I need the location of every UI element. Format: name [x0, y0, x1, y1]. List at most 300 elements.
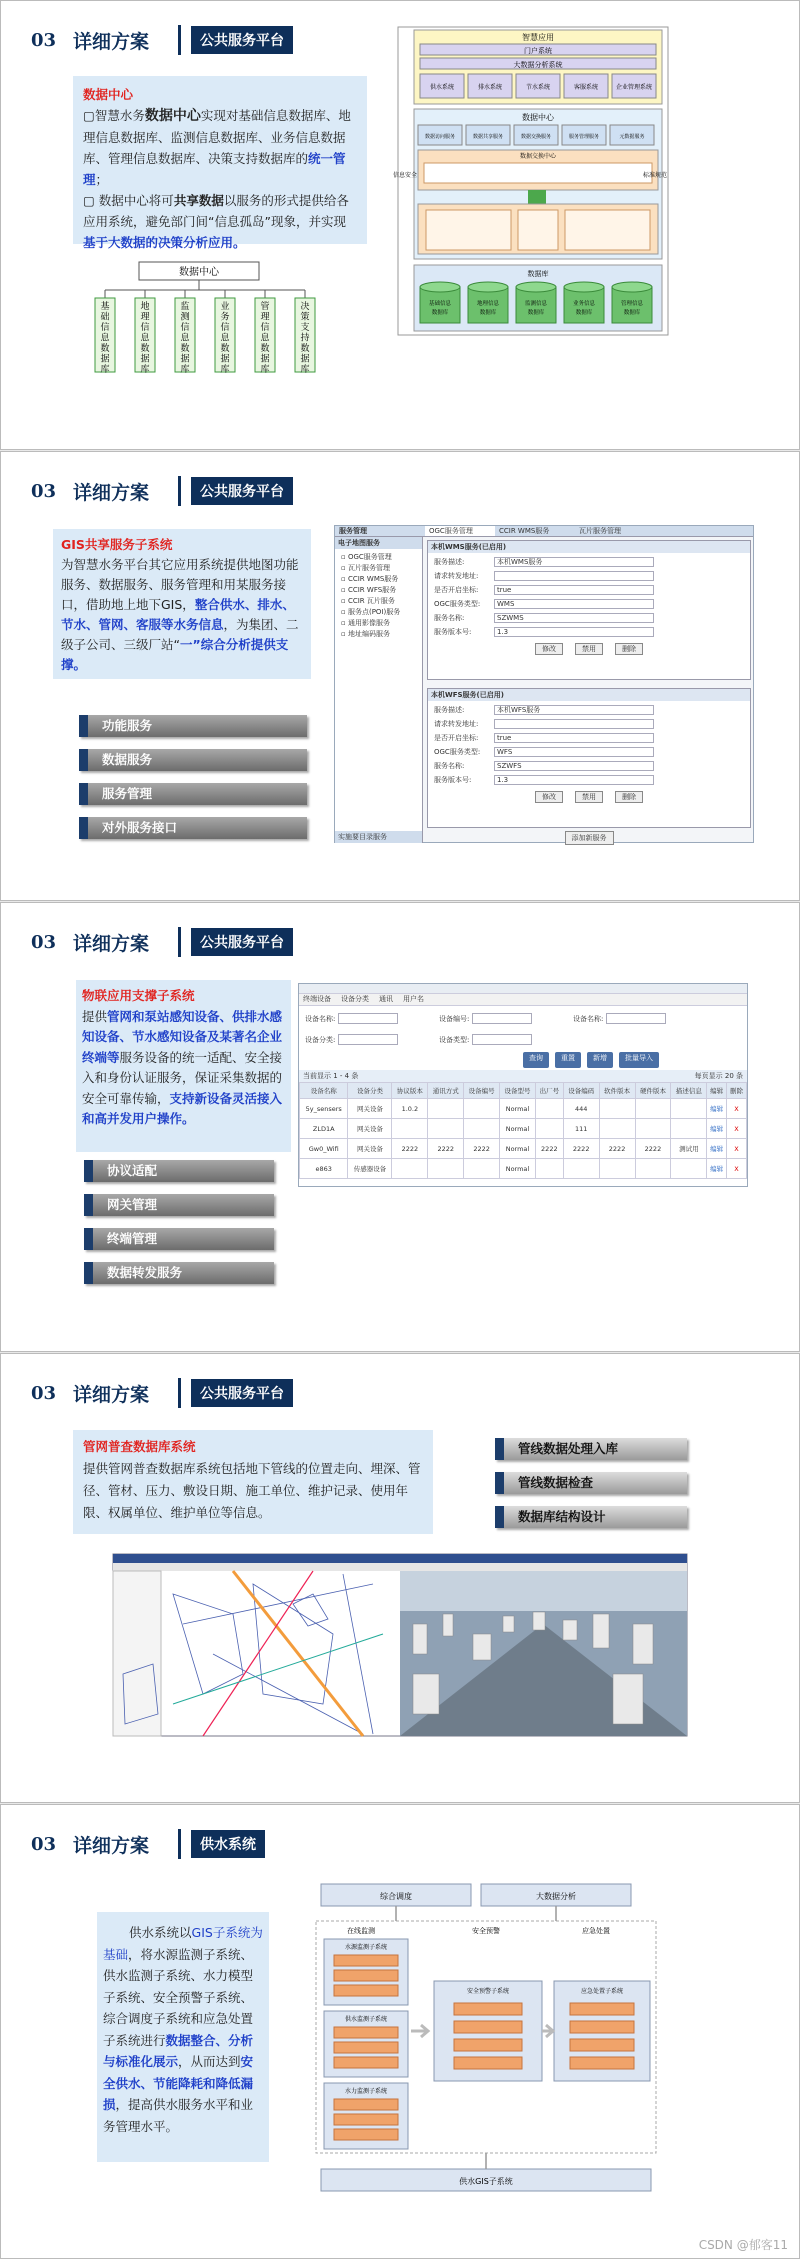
slide-header — [31, 927, 293, 957]
arch-left: 信息安全 — [392, 172, 418, 179]
field-input[interactable]: 本机WMS服务 — [494, 557, 654, 567]
iot-menu-item[interactable]: 终端设备 — [303, 995, 331, 1003]
section-title: 详细方案 — [73, 932, 150, 955]
text-d: 一”综合分析提供支撑。 — [61, 637, 289, 672]
field-label: 服务版本号: — [434, 776, 472, 784]
tab-tile[interactable]: 瓦片服务管理 — [579, 527, 621, 535]
column-header: 描述信息 — [671, 1083, 707, 1099]
table-cell: Gw0_Wifi — [300, 1139, 348, 1159]
arch-db: 管理信息 — [620, 301, 644, 307]
field-input[interactable]: SZWFS — [494, 761, 654, 771]
arch-app: 客服系统 — [573, 84, 599, 91]
side-menu-item[interactable]: ▫ 地址编码服务 — [341, 630, 390, 638]
tree-leaf-char: 策 — [300, 312, 310, 323]
side-menu-item[interactable]: ▫ OGC服务管理 — [341, 553, 392, 561]
box-title: 物联应用支撑子系统 — [82, 988, 195, 1003]
section-tag: 公共服务平台 — [191, 1379, 293, 1407]
tree-leaf-char: 理 — [260, 312, 270, 323]
table-cell — [392, 1159, 428, 1179]
tree-leaf-char: 库 — [300, 365, 310, 375]
btn-external-api[interactable]: 对外服务接口 — [79, 817, 307, 839]
iot-action-button[interactable]: 查询 — [523, 1052, 549, 1068]
arch-svc: 元数据服务 — [619, 134, 645, 140]
field-input[interactable]: true — [494, 585, 654, 595]
panel-button[interactable]: 禁用 — [575, 791, 603, 803]
tree-leaf-char: 息 — [180, 333, 190, 344]
table-cell — [535, 1159, 563, 1179]
tree-leaf-char: 理 — [140, 312, 150, 323]
table-cell: 网关设备 — [348, 1099, 392, 1119]
filter-input[interactable] — [338, 1013, 398, 1024]
field-label: 是否开启坐标: — [434, 586, 479, 594]
column-header: 设备型号 — [500, 1083, 536, 1099]
table-cell — [392, 1119, 428, 1139]
table-row — [300, 1159, 747, 1179]
field-label: 是否开启坐标: — [434, 734, 479, 742]
p2-b: 共享数据 — [173, 193, 224, 208]
arch-app: 节水系统 — [525, 84, 551, 91]
table-cell[interactable]: 编辑 — [707, 1139, 727, 1159]
table-cell: 网关设备 — [348, 1119, 392, 1139]
filter-input[interactable] — [338, 1034, 398, 1045]
tree-leaf-char: 数 — [140, 344, 150, 354]
field-label: 请求转发地址: — [434, 720, 479, 728]
diag-col3: 应急处置 — [582, 1927, 610, 1935]
table-cell — [599, 1119, 635, 1139]
tree-leaf-char: 据 — [180, 354, 190, 365]
add-service-button[interactable]: 添加新服务 — [565, 831, 614, 845]
table-cell — [464, 1119, 500, 1139]
arch-bigdata: 大数据分析系统 — [513, 61, 563, 69]
table-cell: ZLD1A — [300, 1119, 348, 1139]
table-cell: 网关设备 — [348, 1139, 392, 1159]
section-tag: 供水系统 — [191, 1830, 265, 1858]
tree-leaf-char: 据 — [100, 354, 110, 365]
btn-forward[interactable]: 数据转发服务 — [84, 1262, 274, 1284]
table-cell — [464, 1159, 500, 1179]
table-cell: 2222 — [392, 1139, 428, 1159]
arch-app: 排水系统 — [477, 84, 503, 91]
slide-header — [31, 25, 293, 55]
iot-action-button[interactable]: 批量导入 — [619, 1052, 659, 1068]
field-label: 服务名称: — [434, 762, 465, 770]
box-title: 数据中心 — [83, 87, 134, 102]
p1-c: 实现对基础信息数据库、地理信息数据库、监测信息数据库、业务信息数据库、管理信息数据库、决策支持数据库的 — [83, 108, 351, 166]
iot-ui-screenshot — [298, 983, 748, 1187]
text-e: ，从而达到 — [178, 2054, 241, 2069]
column-header: 设备分类 — [348, 1083, 392, 1099]
section-number: 03 — [31, 29, 57, 51]
btn-function-service[interactable]: 功能服务 — [79, 715, 307, 737]
table-cell — [635, 1099, 671, 1119]
table-cell: 2222 — [464, 1139, 500, 1159]
table-cell: 444 — [563, 1099, 599, 1119]
pipe-desc — [73, 1430, 433, 1534]
column-header: 硬件版本 — [635, 1083, 671, 1099]
text-a: 供水系统以 — [129, 1925, 192, 1940]
panel-button[interactable]: 禁用 — [575, 643, 603, 655]
table-cell[interactable]: 编辑 — [707, 1119, 727, 1139]
field-label: 请求转发地址: — [434, 572, 479, 580]
table-cell — [535, 1119, 563, 1139]
arch-db-title: 数据库 — [527, 270, 549, 278]
table-cell — [599, 1099, 635, 1119]
table-cell: 测试用 — [671, 1139, 707, 1159]
tree-leaf-char: 数 — [220, 344, 230, 354]
table-cell[interactable]: 编辑 — [707, 1099, 727, 1119]
watermark: CSDN @郁客11 — [698, 2238, 788, 2252]
table-row — [300, 1139, 747, 1159]
field-input[interactable]: WFS — [494, 747, 654, 757]
form-row — [434, 555, 744, 569]
panel-button[interactable]: 删除 — [615, 791, 643, 803]
tree-leaf-char: 息 — [140, 333, 150, 344]
panel-button[interactable]: 修改 — [535, 643, 563, 655]
filter-label: 设备类型: — [439, 1035, 470, 1044]
tree-leaf-char: 息 — [100, 333, 110, 344]
gis-side — [335, 537, 423, 843]
field-input[interactable]: WMS — [494, 599, 654, 609]
tree-leaf-char: 库 — [220, 365, 230, 375]
table-cell: Normal — [500, 1139, 536, 1159]
tree-leaf-char: 业 — [220, 302, 230, 312]
field-label: 服务描述: — [434, 558, 465, 566]
table-cell — [599, 1159, 635, 1179]
filter-input[interactable] — [472, 1013, 532, 1024]
table-cell: 111 — [563, 1119, 599, 1139]
pipe-map-screenshot — [113, 1554, 687, 1736]
tree-leaf-char: 务 — [220, 312, 230, 323]
slide-iot — [0, 902, 800, 1352]
gis-panels — [427, 540, 751, 840]
slide-pipe-db — [0, 1353, 800, 1803]
header-divider — [178, 927, 181, 957]
iot-action-button[interactable]: 重置 — [555, 1052, 581, 1068]
tree-leaf-char: 库 — [180, 365, 190, 375]
diag-col1: 在线监测 — [347, 1927, 375, 1935]
data-center-desc — [73, 76, 367, 250]
side-head: 电子地图服务 — [335, 537, 422, 549]
slide-header — [31, 1829, 265, 1859]
table-cell — [635, 1159, 671, 1179]
panel-button[interactable]: 修改 — [535, 791, 563, 803]
table-cell — [535, 1099, 563, 1119]
iot-filter — [305, 1031, 425, 1048]
column-header: 删除 — [727, 1083, 747, 1099]
arch-svc: 服务管理服务 — [568, 134, 600, 140]
tree-leaf-char: 管 — [260, 302, 270, 312]
side-menu-item[interactable]: ▫ 通用影像服务 — [341, 619, 390, 627]
form-row — [434, 745, 744, 759]
tree-root: 数据中心 — [179, 267, 219, 278]
side-foot: 实施要目录服务 — [335, 831, 422, 843]
table-row — [300, 1119, 747, 1139]
iot-menu-item[interactable]: 设备分类 — [341, 995, 369, 1003]
table-cell — [428, 1119, 464, 1139]
p1-b: 数据中心 — [144, 108, 201, 124]
text-g: ，提高供水服务水平和业务管理水平。 — [103, 2097, 254, 2134]
diag-top1: 综合调度 — [380, 1892, 412, 1901]
btn-pipe-check[interactable]: 管线数据检查 — [495, 1472, 687, 1494]
diag-right: 应急处置子系统 — [580, 1988, 624, 1995]
table-cell: 2222 — [563, 1139, 599, 1159]
panel-wfs-title: 本机WFS服务(已启用) — [428, 689, 750, 701]
p1-a: 智慧水务 — [94, 108, 145, 123]
text-c: ，将水源监测子系统、供水监测子系统、水力模型子系统、安全预警子系统、综合调度子系统和应急处置子系统进行 — [103, 1946, 254, 2048]
tree-leaf-char: 决 — [300, 302, 310, 312]
tree-leaf-char: 信 — [260, 323, 270, 333]
tree-leaf-char: 数 — [300, 344, 310, 354]
form-row — [434, 717, 744, 731]
section-title: 详细方案 — [73, 481, 150, 504]
tree-leaf-char: 数 — [180, 344, 190, 354]
gis-desc — [53, 529, 311, 679]
iot-menu-item[interactable]: 通讯 — [379, 995, 393, 1003]
table-cell: Normal — [500, 1099, 536, 1119]
gis-tabs — [335, 526, 753, 537]
field-label: 服务版本号: — [434, 628, 472, 636]
section-number: 03 — [31, 931, 57, 953]
section-number: 03 — [31, 480, 57, 502]
form-row — [434, 625, 744, 639]
field-label: OGC服务类型: — [434, 748, 481, 756]
btn-data-service[interactable]: 数据服务 — [79, 749, 307, 771]
diag-col2: 安全预警 — [472, 1927, 500, 1935]
table-cell[interactable]: X — [727, 1099, 747, 1119]
field-label: OGC服务类型: — [434, 600, 481, 608]
table-cell: 2222 — [599, 1139, 635, 1159]
pipe-text: 提供管网普查数据库系统包括地下管线的位置走向、埋深、管径、管材、压力、敷设日期、施工单位、维护记录、使用年限、权属单位、维护单位等信息。 — [83, 1461, 421, 1520]
btn-terminal[interactable]: 终端管理 — [84, 1228, 274, 1250]
tree-leaf-char: 地 — [140, 302, 150, 312]
filter-label: 设备名称: — [573, 1014, 604, 1023]
para-1: ▢智慧水务数据中心实现对基础信息数据库、地理信息数据库、监测信息数据库、业务信息数据库、管理信息数据库、决策支持数据库的统一管理； — [83, 108, 351, 187]
tree-leaf-char: 基 — [100, 302, 110, 312]
table-cell: Normal — [500, 1119, 536, 1139]
arch-portal: 门户系统 — [524, 47, 552, 55]
table-cell: 2222 — [428, 1139, 464, 1159]
table-cell — [428, 1099, 464, 1119]
tree-leaf-char: 测 — [180, 312, 190, 323]
text-c: ，为集团、二级子公司、三级厂站“ — [61, 617, 299, 652]
field-input[interactable]: true — [494, 733, 654, 743]
text-c: 服务设备的统一适配、安全接入和身份认证服务，保证采集数据的安全可靠传输， — [82, 1049, 283, 1106]
table-cell[interactable]: X — [727, 1139, 747, 1159]
filter-input[interactable] — [472, 1034, 532, 1045]
section-number: 03 — [31, 1833, 57, 1855]
tab-wms[interactable]: CCIR WMS服务 — [499, 527, 550, 535]
tree-leaf-char: 信 — [140, 323, 150, 333]
iot-filter — [439, 1031, 559, 1048]
arch-hub: 数据交换中心 — [519, 153, 557, 160]
column-header: 编辑 — [707, 1083, 727, 1099]
side-menu-item[interactable]: ▫ CCIR 瓦片服务 — [341, 597, 395, 605]
arch-top: 智慧应用 — [522, 33, 554, 42]
p2-d: 基于大数据的决策分析应用。 — [83, 235, 246, 250]
tree-leaf-char: 息 — [220, 333, 230, 344]
tree-leaf-char: 息 — [260, 333, 270, 344]
gis-ui-screenshot — [334, 525, 754, 843]
field-input[interactable]: 1.3 — [494, 775, 654, 785]
field-input[interactable]: SZWMS — [494, 613, 654, 623]
iot-filter — [573, 1010, 693, 1027]
tab-service[interactable]: 服务管理 — [339, 527, 367, 535]
tree-leaf-char: 础 — [100, 312, 110, 323]
btn-gateway[interactable]: 网关管理 — [84, 1194, 274, 1216]
filter-input[interactable] — [606, 1013, 666, 1024]
table-cell[interactable]: X — [727, 1159, 747, 1179]
side-menu-item[interactable]: ▫ CCIR WMS服务 — [341, 575, 399, 583]
panel-wms — [427, 540, 751, 680]
arch-db: 数据库 — [575, 310, 593, 316]
form-row — [434, 773, 744, 787]
tree-leaf-char: 库 — [260, 365, 270, 375]
tree-leaf-char: 库 — [140, 365, 150, 375]
table-cell: 5y_sensers — [300, 1099, 348, 1119]
tree-leaf-char: 据 — [220, 354, 230, 365]
iot-filter — [439, 1010, 559, 1027]
table-cell: Normal — [500, 1159, 536, 1179]
arch-db: 数据库 — [623, 310, 641, 316]
field-input[interactable] — [494, 719, 654, 729]
form-row — [434, 583, 744, 597]
header-divider — [178, 1829, 181, 1859]
header-divider — [178, 476, 181, 506]
column-header: 出厂号 — [535, 1083, 563, 1099]
arch-db: 监测信息 — [524, 301, 548, 307]
btn-service-manage[interactable]: 服务管理 — [79, 783, 307, 805]
p1-d: 统一管理 — [83, 151, 346, 187]
table-cell — [563, 1159, 599, 1179]
arch-right: 标准规范 — [642, 172, 667, 179]
section-number: 03 — [31, 1382, 57, 1404]
tab-ogc[interactable]: OGC服务管理 — [425, 526, 495, 536]
arch-db: 数据库 — [431, 310, 449, 316]
pager-text: 当前显示 1 - 4 条 — [303, 1072, 359, 1080]
table-cell: 1.0.2 — [392, 1099, 428, 1119]
box-title: GIS共享服务子系统 — [61, 537, 173, 552]
table-cell: 传感器设备 — [348, 1159, 392, 1179]
text-d: 支持新设备灵活接入和高并发用户操作。 — [82, 1090, 283, 1126]
arch-app: 企业管理系统 — [615, 84, 653, 91]
section-tag: 公共服务平台 — [191, 477, 293, 505]
box-title: 管网普查数据库系统 — [83, 1439, 196, 1454]
section-title: 详细方案 — [73, 30, 150, 53]
filter-label: 设备分类: — [305, 1035, 336, 1044]
table-cell: 2222 — [535, 1139, 563, 1159]
table-cell[interactable]: 编辑 — [707, 1159, 727, 1179]
table-cell[interactable]: X — [727, 1119, 747, 1139]
device-table — [299, 1082, 747, 1179]
section-tag: 公共服务平台 — [191, 26, 293, 54]
supply-desc — [97, 1912, 269, 2162]
form-row — [434, 759, 744, 773]
slide-header — [31, 1378, 293, 1408]
tree-leaf-char: 持 — [300, 333, 310, 344]
filter-label: 设备编号: — [439, 1014, 470, 1023]
text-a: 为智慧水务平台其它应用系统提供地图功能服务、数据服务、服务管理和用某服务接口，借助地上地下GIS， — [61, 557, 299, 612]
diag-mid: 安全预警子系统 — [466, 1988, 510, 1995]
diag-group-title: 水力监测子系统 — [344, 2088, 388, 2095]
iot-action-button[interactable]: 新增 — [587, 1052, 613, 1068]
tree-leaf-char: 据 — [300, 354, 310, 365]
column-header: 设备编号 — [464, 1083, 500, 1099]
form-row — [434, 611, 744, 625]
panel-wms-title: 本机WMS服务(已启用) — [428, 541, 750, 553]
tree-leaf-char: 数 — [100, 344, 110, 354]
arch-svc: 数据交换服务 — [520, 134, 552, 140]
table-cell — [464, 1099, 500, 1119]
iot-menu-item[interactable]: 用户名 — [403, 995, 424, 1003]
panel-button[interactable]: 删除 — [615, 643, 643, 655]
form-row — [434, 703, 744, 717]
supply-diagram — [316, 1881, 716, 2199]
field-label: 服务描述: — [434, 706, 465, 714]
arch-db: 数据库 — [479, 310, 497, 316]
text-b: GIS子系统为基础 — [103, 1925, 263, 1962]
table-cell: e863 — [300, 1159, 348, 1179]
arch-svc: 数据共享服务 — [472, 134, 504, 140]
btn-db-design[interactable]: 数据库结构设计 — [495, 1506, 687, 1528]
diag-group-title: 供水监测子系统 — [344, 2016, 388, 2023]
table-cell — [635, 1119, 671, 1139]
arch-svc: 数据访问服务 — [424, 134, 456, 140]
side-menu-item[interactable]: ▫ 瓦片服务管理 — [341, 564, 390, 572]
arch-db: 基础信息 — [428, 301, 452, 307]
arch-db: 地理信息 — [476, 301, 500, 307]
text-a: 提供 — [82, 1008, 108, 1024]
arch-db: 数据库 — [527, 310, 545, 316]
iot-topbar — [299, 984, 747, 994]
form-row — [434, 569, 744, 583]
diag-group-title: 水源监测子系统 — [344, 1944, 388, 1951]
text-b: 整合供水、排水、节水、管网、客服等水务信息 — [61, 597, 295, 632]
table-cell — [671, 1119, 707, 1139]
table-cell: 2222 — [635, 1139, 671, 1159]
btn-pipe-import[interactable]: 管线数据处理入库 — [495, 1438, 687, 1460]
btn-protocol[interactable]: 协议适配 — [84, 1160, 274, 1182]
field-input[interactable]: 1.3 — [494, 627, 654, 637]
slide-data-center — [0, 0, 800, 450]
arch-dc: 数据中心 — [522, 113, 554, 122]
tree-leaf-char: 信 — [100, 323, 110, 333]
text-d: 数据整合、分析与标准化展示 — [103, 2032, 254, 2069]
tree-leaf-char: 支 — [300, 323, 310, 333]
field-input[interactable]: 本机WFS服务 — [494, 705, 654, 715]
diag-bottom: 供水GIS子系统 — [459, 2177, 513, 2186]
side-menu-item[interactable]: ▫ CCIR WFS服务 — [341, 586, 397, 594]
tree-leaf-char: 据 — [140, 354, 150, 365]
table-cell — [671, 1159, 707, 1179]
side-menu-item[interactable]: ▫ 服务点(POI)服务 — [341, 608, 401, 616]
section-title: 详细方案 — [73, 1834, 150, 1857]
table-row — [300, 1099, 747, 1119]
page-size[interactable]: 每页显示 20 条 — [694, 1072, 743, 1080]
iot-pager — [299, 1070, 747, 1082]
tree-leaf-char: 信 — [180, 323, 190, 333]
header-divider — [178, 25, 181, 55]
data-center-tree — [91, 256, 331, 376]
tree-leaf-char: 信 — [220, 323, 230, 333]
arch-app: 供水系统 — [429, 84, 455, 91]
architecture-diagram — [392, 27, 668, 335]
p2-a: 数据中心将可 — [98, 193, 174, 208]
slide-water-supply — [0, 1804, 800, 2259]
arch-db: 业务信息 — [572, 301, 596, 307]
field-input[interactable] — [494, 571, 654, 581]
tree-leaf-char: 据 — [260, 354, 270, 365]
tree-leaf-char: 监 — [180, 302, 190, 312]
